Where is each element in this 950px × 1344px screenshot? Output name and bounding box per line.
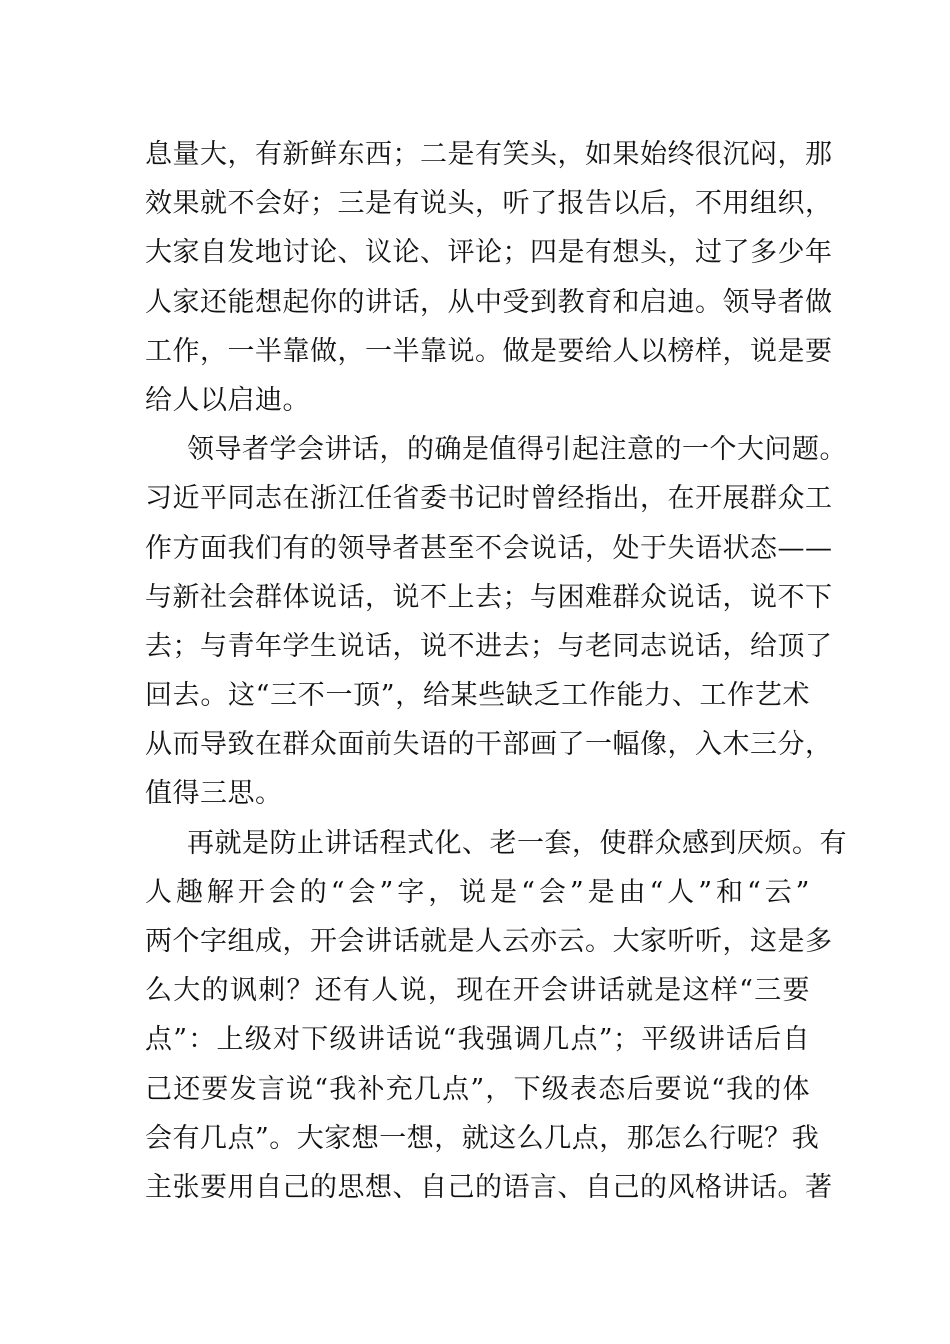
text-line: 作方面我们有的领导者甚至不会说话，处于失语状态—— [145,532,833,564]
text-line: 习近平同志在浙江任省委书记时曾经指出，在开展群众工 [145,483,833,515]
paragraph-1 [145,130,833,425]
text-line: 大家自发地讨论、议论、评论；四是有想头，过了多少年 [145,237,833,269]
text-line: 工作，一半靠做，一半靠说。做是要给人以榜样，说是要 [145,335,833,367]
text-line: 主张要用自己的思想、自己的语言、自己的风格讲话。著 [145,1171,833,1203]
text-line: 么大的讽刺？还有人说，现在开会讲话就是这样“三要 [145,975,810,1007]
text-line: 领导者学会讲话，的确是值得引起注意的一个大问题。 [187,434,847,466]
text-line: 去；与青年学生说话，说不进去；与老同志说话，给顶了 [145,630,833,662]
paragraph-3 [145,819,847,1213]
text-line: 给人以启迪。 [145,384,310,416]
paragraph-2 [145,425,847,819]
text-line: 息量大，有新鲜东西；二是有笑头，如果始终很沉闷，那 [145,139,833,170]
text-line: 从而导致在群众面前失语的干部画了一幅像，入木三分， [145,729,833,761]
text-line: 回去。这“三不一顶”，给某些缺乏工作能力、工作艺术 [145,680,810,712]
text-line: 己还要发言说“我补充几点”，下级表态后要说“我的体 [145,1073,810,1105]
text-line: 点”：上级对下级讲话说“我强调几点”；平级讲话后自 [145,1024,810,1056]
text-line: 两个字组成，开会讲话就是人云亦云。大家听听，这是多 [145,926,833,957]
text-line: 人家还能想起你的讲话，从中受到教育和启迪。领导者做 [145,286,833,318]
document-body [145,130,847,1212]
text-line: 效果就不会好；三是有说头，听了报告以后，不用组织， [145,188,833,220]
text-line: 人趣解开会的“会”字，说是“会”是由“人”和“云” [145,876,810,908]
text-line: 值得三思。 [145,778,283,810]
text-line: 会有几点”。大家想一想，就这么几点，那怎么行呢？我 [145,1122,820,1154]
text-line: 再就是防止讲话程式化、老一套，使群众感到厌烦。有 [187,827,847,859]
text-line: 与新社会群体说话，说不上去；与困难群众说话，说不下 [145,581,833,613]
